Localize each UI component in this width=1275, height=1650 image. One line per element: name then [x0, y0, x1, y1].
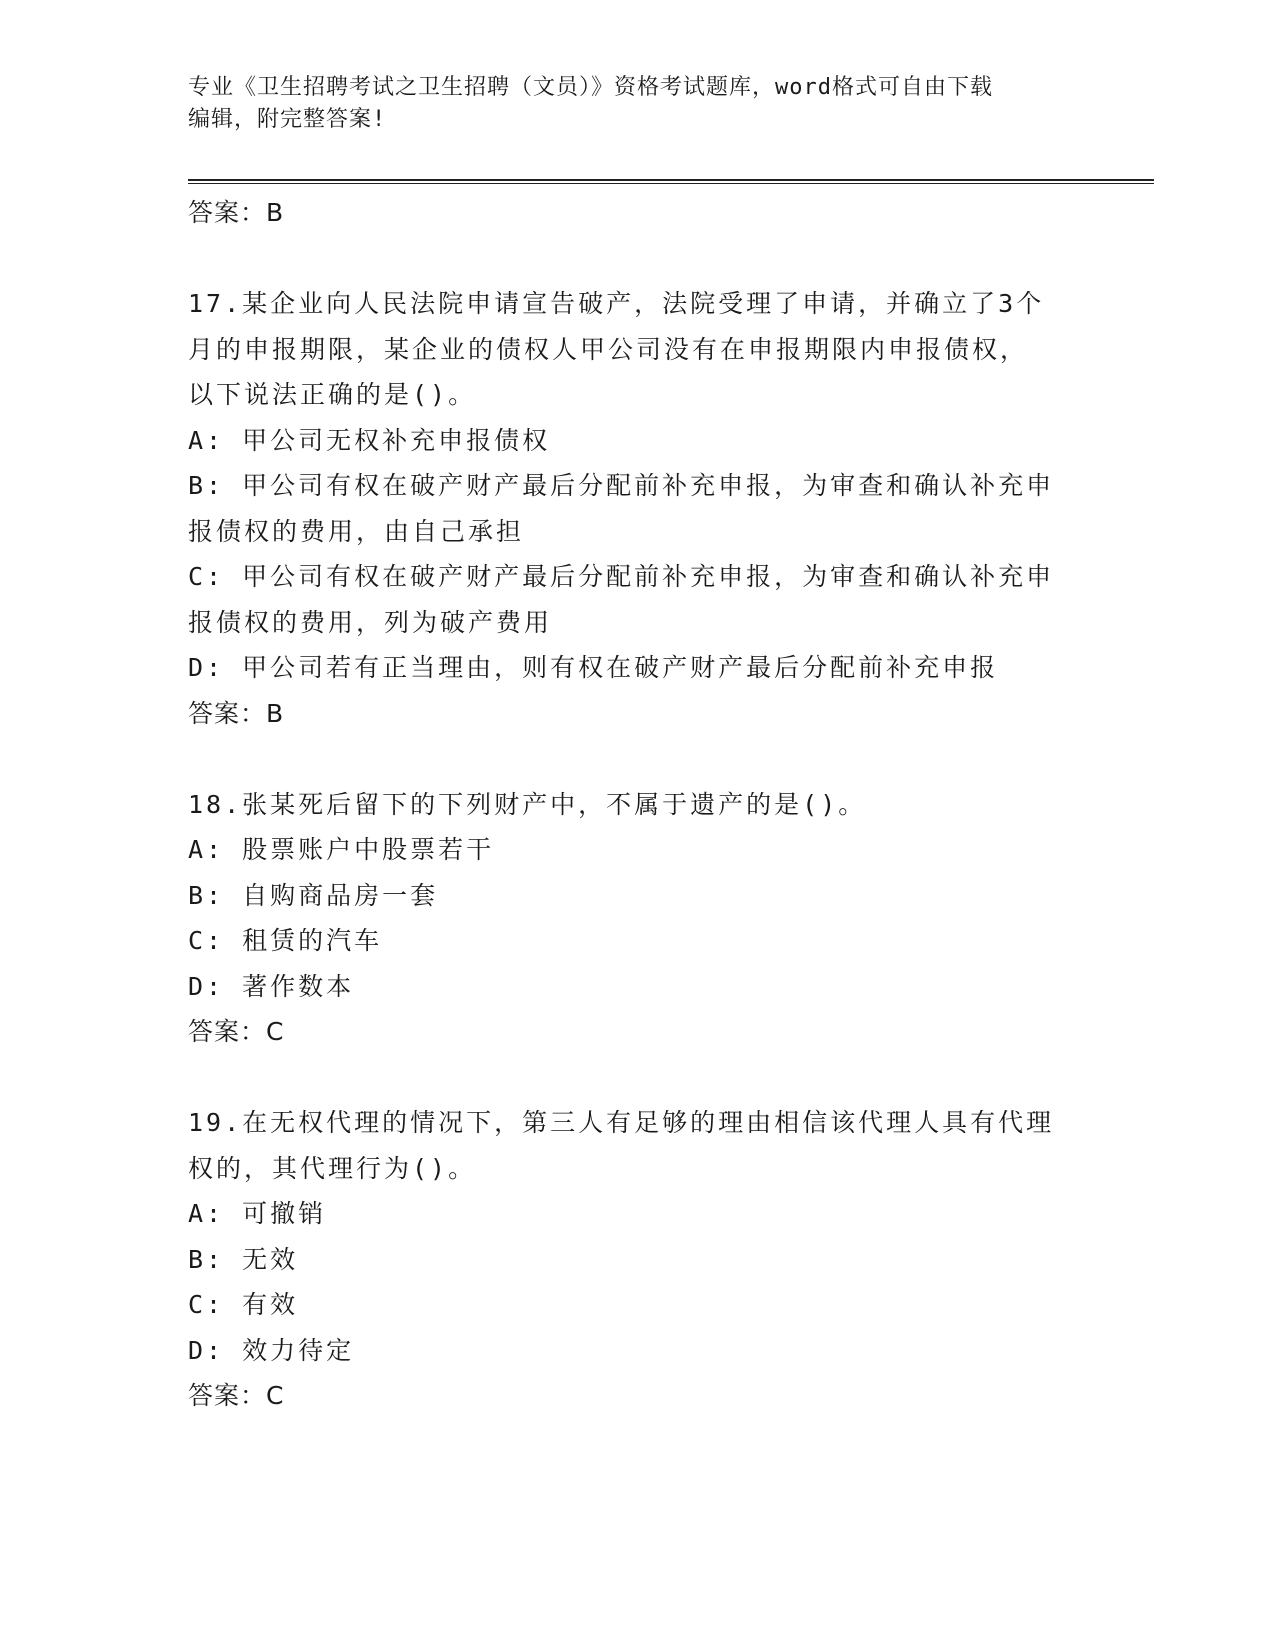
question-stem: 18.张某死后留下的下列财产中，不属于遗产的是()。 — [188, 789, 867, 819]
option-b: B: 自购商品房一套 — [188, 880, 439, 910]
question-stem: 以下说法正确的是()。 — [188, 380, 477, 409]
option-c: C: 租赁的汽车 — [188, 926, 383, 955]
header-divider — [188, 179, 1154, 184]
question-stem: 权的，其代理行为()。 — [188, 1153, 477, 1183]
spacer — [188, 236, 1088, 282]
option-c: C: 有效 — [188, 1290, 299, 1319]
option-b-cont: 报债权的费用，由自己承担 — [188, 516, 525, 546]
option-a: A: 甲公司无权补充申报债权 — [188, 425, 551, 455]
option-b: B: 甲公司有权在破产财产最后分配前补充申报，为审查和确认补充申 — [188, 471, 1055, 500]
question-item — [188, 281, 1088, 736]
option-d: D: 著作数本 — [188, 971, 355, 1001]
document-header — [188, 72, 1068, 136]
option-d: D: 甲公司若有正当理由，则有权在破产财产最后分配前补充申报 — [188, 653, 999, 682]
option-c-cont: 报债权的费用，列为破产费用 — [188, 607, 553, 637]
question-stem: 19.在无权代理的情况下，第三人有足够的理由相信该代理人具有代理 — [188, 1108, 1055, 1137]
option-a: A: 可撤销 — [188, 1199, 327, 1228]
question-item — [188, 782, 1088, 1055]
option-d: D: 效力待定 — [188, 1335, 355, 1365]
header-line: 专业《卫生招聘考试之卫生招聘（文员）》资格考试题库，word格式可自由下载 — [188, 75, 993, 100]
question-item — [188, 1100, 1088, 1419]
answer: 答案：B — [188, 698, 285, 728]
question-list — [188, 190, 1088, 1419]
option-a: A: 股票账户中股票若干 — [188, 835, 495, 864]
spacer — [188, 1055, 1088, 1101]
spacer — [188, 736, 1088, 782]
option-b: B: 无效 — [188, 1244, 299, 1274]
answer: 答案：C — [188, 1017, 285, 1046]
previous-answer: 答案：B — [188, 198, 285, 227]
option-c: C: 甲公司有权在破产财产最后分配前补充申报，为审查和确认补充申 — [188, 562, 1055, 591]
header-line: 编辑，附完整答案! — [188, 107, 387, 132]
answer: 答案：C — [188, 1381, 285, 1410]
question-stem: 17.某企业向人民法院申请宣告破产，法院受理了申请，并确立了3个 — [188, 289, 1045, 318]
question-stem: 月的申报期限，某企业的债权人甲公司没有在申报期限内申报债权， — [188, 334, 1029, 364]
